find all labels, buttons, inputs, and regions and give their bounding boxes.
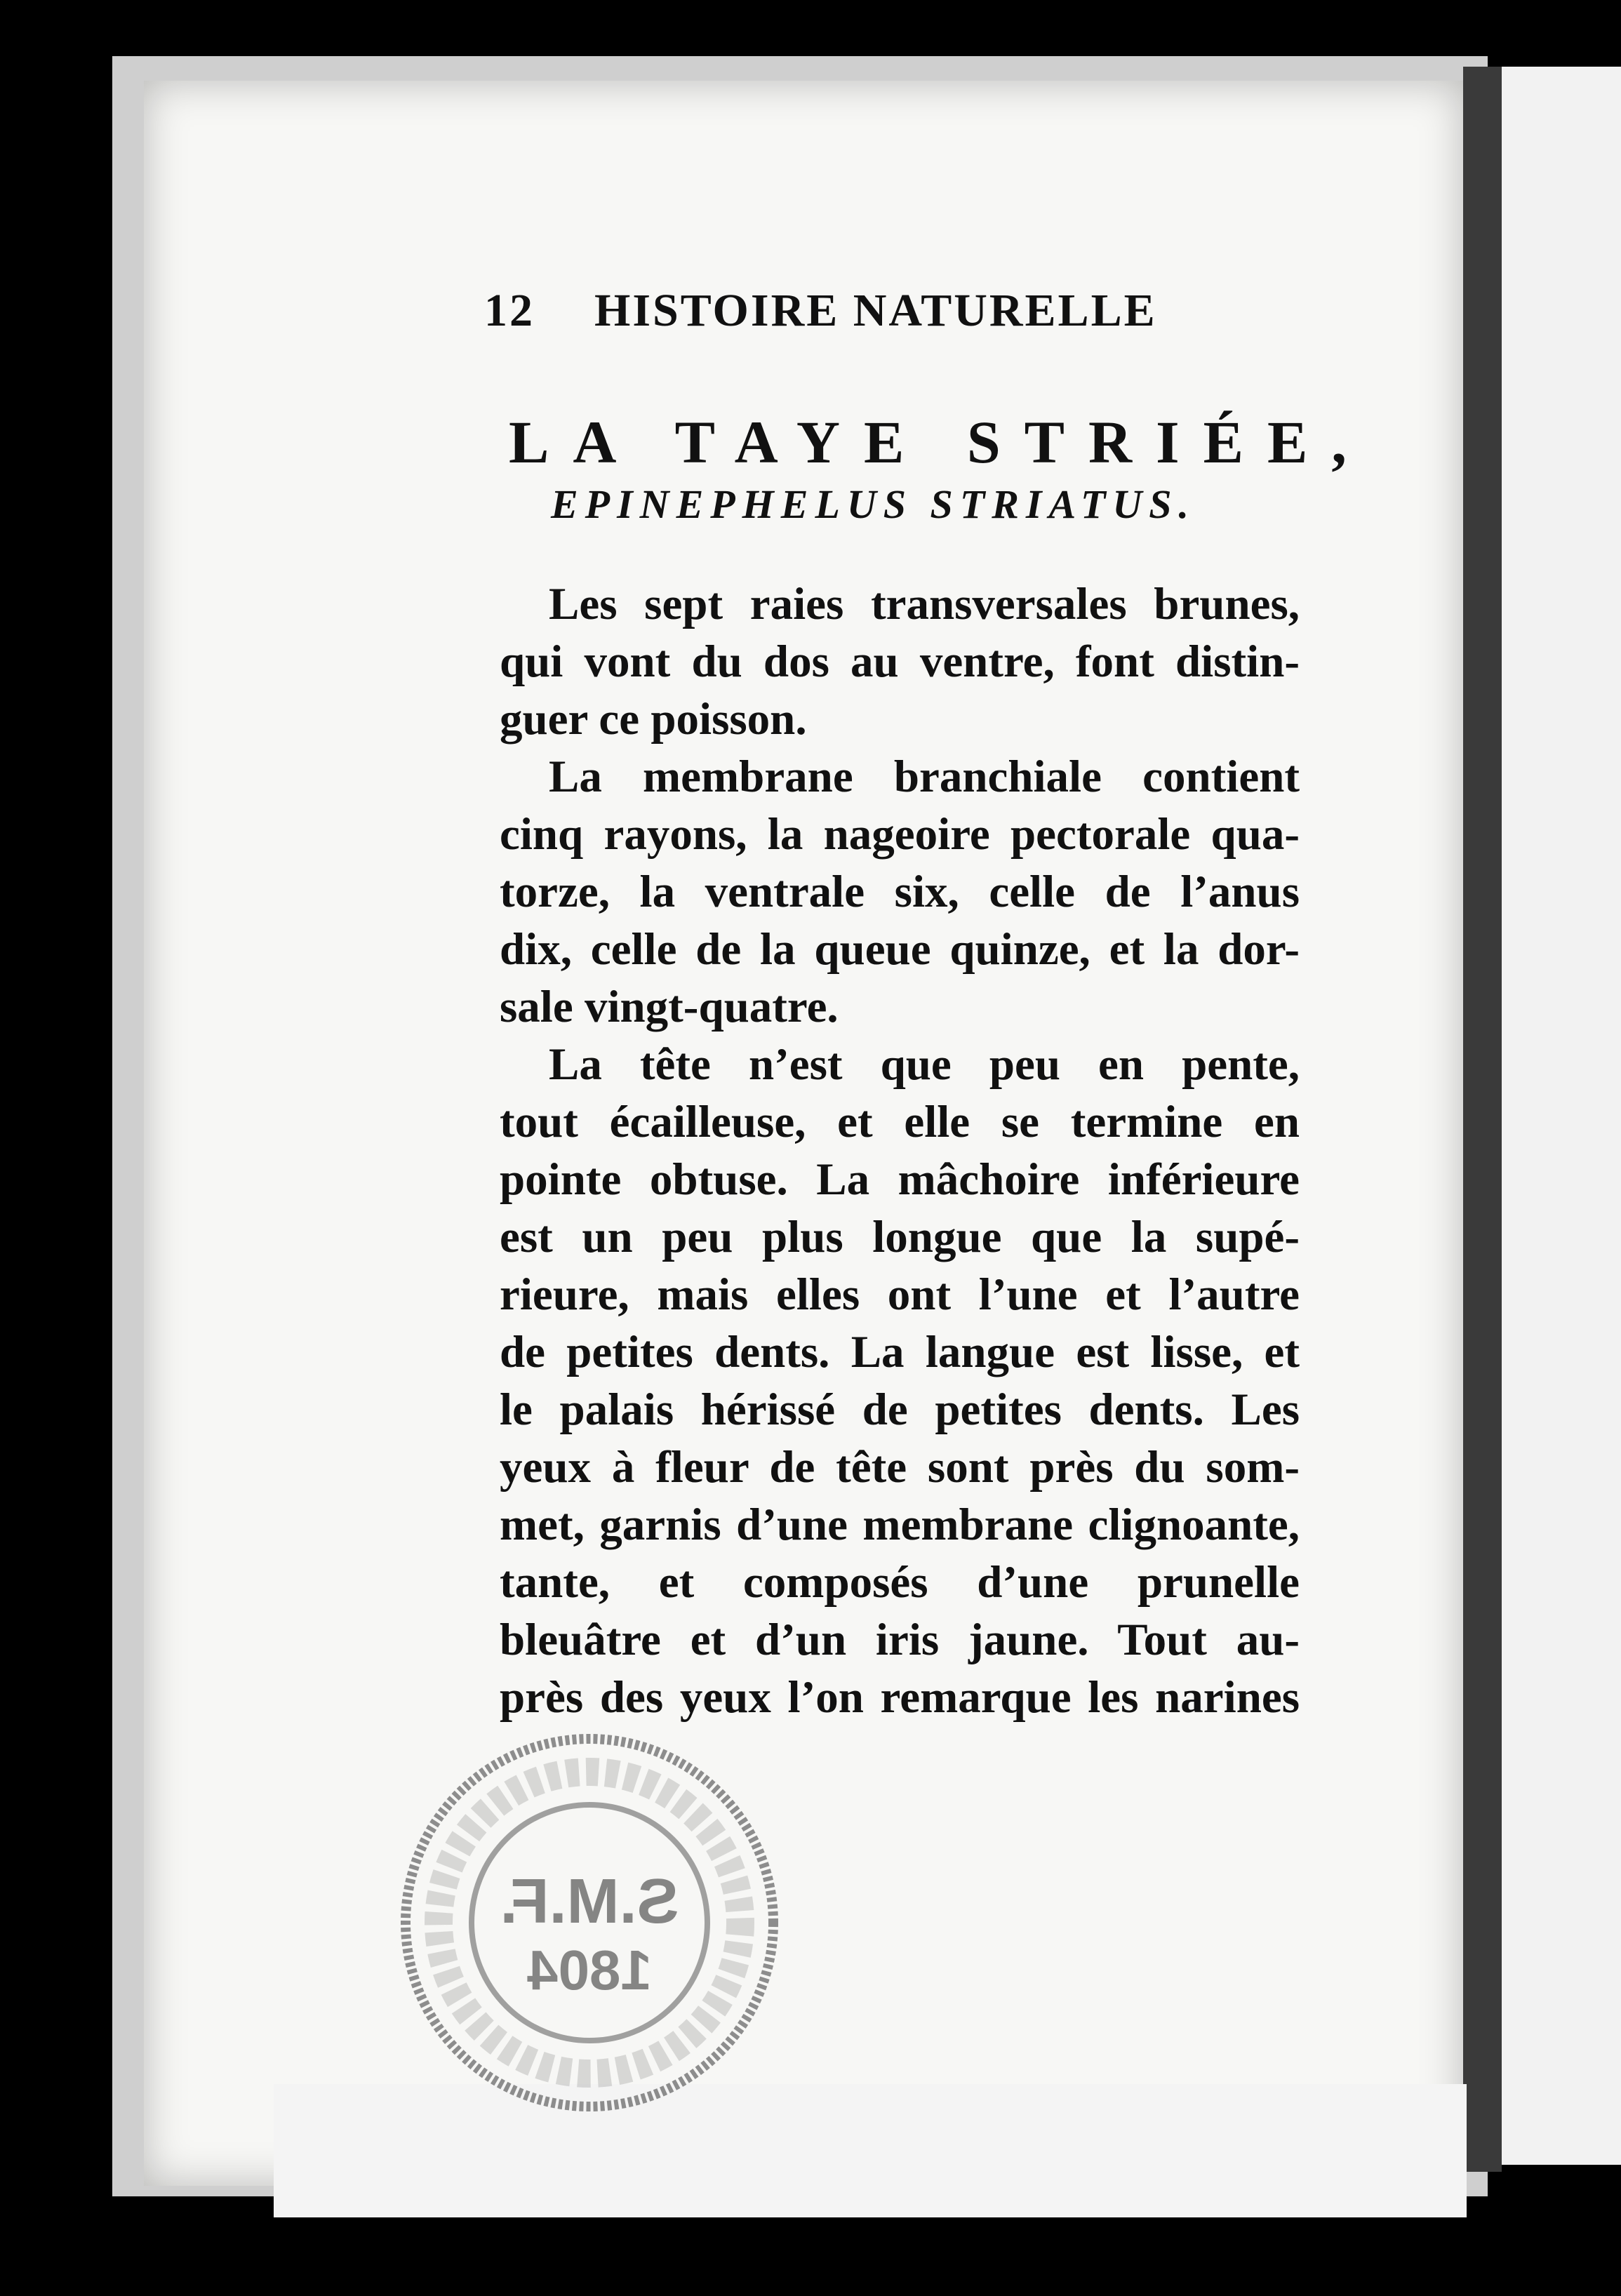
- text-line: le palais hérissé de petites dents. Les: [500, 1384, 1300, 1435]
- running-title: HISTOIRE NATURELLE: [594, 285, 1157, 336]
- page-binding-edge: [1463, 67, 1502, 2172]
- running-head: [484, 284, 1158, 338]
- text-line: sale vingt-quatre.: [500, 982, 839, 1032]
- stamp-text-line: S.M.F.: [500, 1867, 679, 1937]
- text-line: dix, celle de la queue quinze, et la dor-: [500, 924, 1300, 975]
- text-line: Les sept raies transversales brunes,: [549, 579, 1300, 629]
- text-line: tout écailleuse, et elle se termine en: [500, 1097, 1300, 1147]
- text-line: de petites dents. La langue est lisse, et: [500, 1327, 1300, 1377]
- library-stamp: [393, 1726, 786, 2119]
- text-line: met, garnis d’une membrane clignoante,: [500, 1500, 1300, 1550]
- body-text: [500, 575, 1300, 1726]
- text-line: torze, la ventrale six, celle de l’anus: [500, 867, 1300, 917]
- stamp-text: [500, 1867, 679, 2001]
- text-line: guer ce poisson.: [500, 694, 807, 745]
- text-line: pointe obtuse. La mâchoire inférieure: [500, 1154, 1300, 1205]
- text-line: rieure, mais elles ont l’une et l’autre: [500, 1269, 1300, 1320]
- latin-name: EPINEPHELUS STRIATUS.: [551, 481, 1196, 527]
- chapter-title: LA TAYE STRIÉE,: [509, 408, 1370, 476]
- text-line: qui vont du dos au ventre, font distin-: [500, 636, 1300, 687]
- text-line: La membrane branchiale contient: [549, 752, 1300, 802]
- text-line: est un peu plus longue que la supé-: [500, 1212, 1300, 1262]
- text-line: près des yeux l’on remarque les narines: [500, 1672, 1300, 1723]
- text-line: bleuâtre et d’un iris jaune. Tout au-: [500, 1615, 1300, 1665]
- text-line: La tête n’est que peu en pente,: [549, 1039, 1300, 1090]
- page-number: 12: [484, 285, 535, 336]
- stamp-text-line: 1804: [527, 1939, 652, 2001]
- text-line: yeux à fleur de tête sont près du som-: [500, 1442, 1300, 1493]
- text-line: cinq rayons, la nageoire pectorale qua-: [500, 809, 1300, 860]
- adjacent-page: [1502, 67, 1621, 2165]
- text-line: tante, et composés d’une prunelle: [500, 1557, 1300, 1608]
